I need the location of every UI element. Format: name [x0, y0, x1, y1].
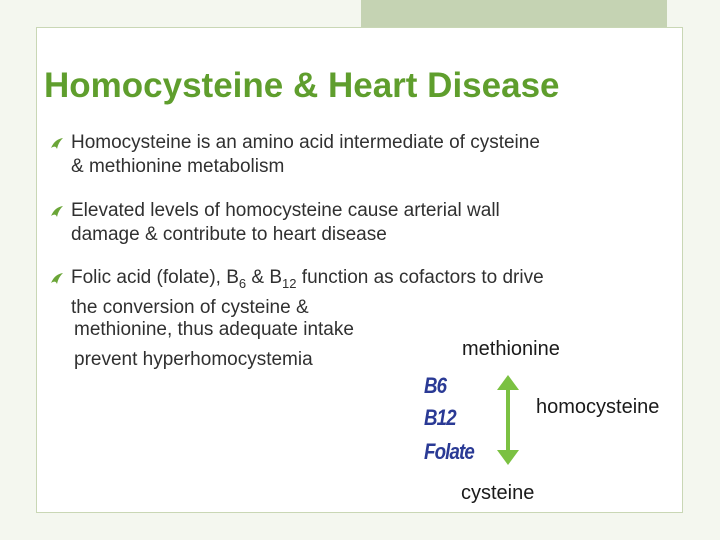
vitamin-b12-label: B12	[424, 405, 456, 430]
bullet-line: the conversion of cysteine &	[71, 297, 309, 318]
bullet-item	[50, 199, 675, 247]
leaf-swoosh-icon	[50, 272, 64, 285]
folate-label: Folate	[424, 439, 474, 464]
decorative-top-tab	[361, 0, 667, 27]
leaf-swoosh-icon	[50, 137, 64, 150]
bullet-line: & methionine metabolism	[71, 156, 285, 177]
methionine-label: methionine	[462, 338, 560, 360]
leaf-swoosh-icon	[50, 205, 64, 218]
slide-title: Homocysteine & Heart Disease	[44, 66, 560, 105]
homocysteine-label: homocysteine	[536, 396, 660, 418]
bullet-item	[50, 266, 675, 320]
bullet-line: methionine, thus adequate intake	[74, 319, 354, 340]
bullet-line: Folic acid (folate), $B_6$ & $B_{12}$ function as cofactors to drive	[71, 267, 544, 291]
bullet-line: Homocysteine is an amino acid intermediate of cysteine	[71, 132, 540, 153]
double-arrow-icon	[488, 373, 528, 467]
bullet-line: damage & contribute to heart disease	[71, 224, 387, 245]
bullet-item	[50, 131, 675, 179]
cysteine-label: cysteine	[461, 482, 535, 504]
bullet-line: prevent hyperhomocystemia	[74, 349, 313, 370]
vitamin-b6-label: B6	[424, 373, 447, 398]
bullet-line: Elevated levels of homocysteine cause arterial wall	[71, 200, 500, 221]
